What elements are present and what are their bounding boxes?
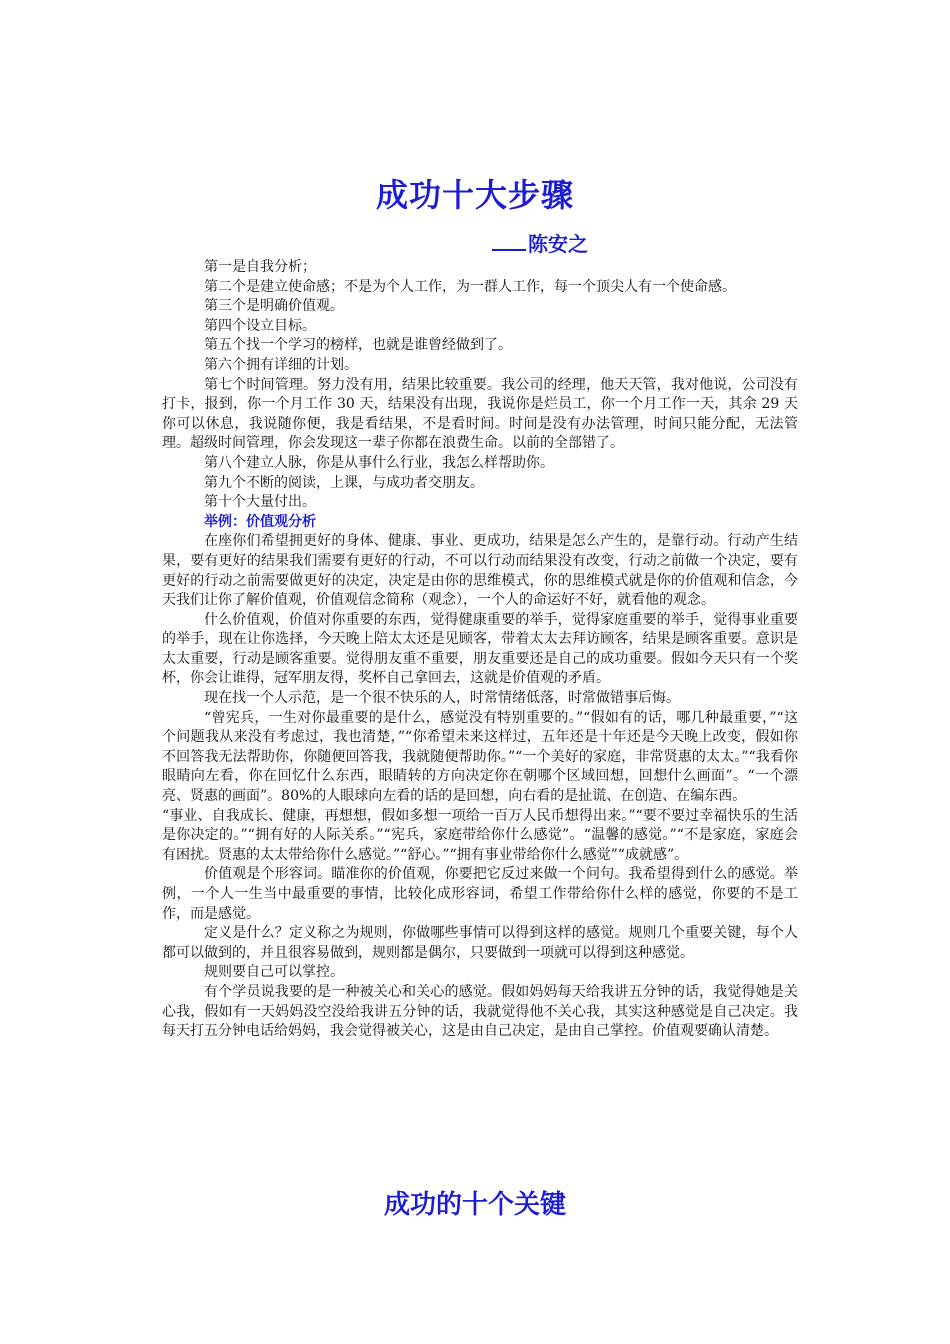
paragraph: 规则要自己可以掌控。 — [204, 964, 344, 981]
section-heading: 成功的十个关键 — [383, 1190, 566, 1220]
paragraph: 价值观是个形容词。瞄准你的价值观，你要把它反过来做一个问句。我希望得到什么的感觉。举例，一个人一生当中最重要的事情，比较化成形容词，希望工作带给你什么样的感觉，你要的不是工作，而是感觉。 — [162, 866, 798, 922]
paragraph: 第七个时间管理。努力没有用，结果比较重要。我公司的经理，他天天管，我对他说，公司没有打卡，报到，你一个月工作 30 天，结果没有出现，我说你是烂员工，你一个月工作一天，其余 29 天你可以休息，我说随你便，我是看结果，不是看时间。时间是没有办法管理，时间只能分配，无法管理。超级时间管理，你会发现这一辈子你都在浪费生命。以前的全部错了。 — [162, 376, 798, 452]
author-line — [492, 228, 588, 257]
paragraph: 第四个设立目标。 — [204, 317, 316, 334]
paragraph: “曾宪兵，一生对你最重要的是什么，感觉没有特别重要的。”“假如有的话，哪几种最重要，”“这个问题我从来没有考虑过，我也清楚，”“你希望未来这样过，五年还是十年还是今天晚上改变，假如你不回答我无法帮助你，你随便回答我，我就随便帮助你。”“一个美好的家庭，非常贤惠的太太。”“我看你眼睛向左看，你在回忆什么东西，眼睛转的方向决定你在朝哪个区域回想，回想什么画面”。“一个漂亮、贤惠的画面”。80%的人眼球向左看的话的是回想，向右看的是扯谎、在创造、在编东西。 — [162, 709, 798, 805]
paragraph: 第一是自我分析； — [204, 259, 316, 275]
paragraph: “事业、自我成长、健康，再想想，假如多想一项给一百万人民币想得出来。”“要不要过幸福快乐的生活是你决定的。”“拥有好的人际关系。”“宪兵，家庭带给你什么感觉”。“温馨的感觉。”“不是家庭，家庭会有困扰。贤惠的太太带给你什么感觉。”“舒心。”“拥有事业带给你什么感觉”“成就感”。 — [162, 807, 798, 863]
document-body — [162, 258, 798, 1042]
paragraph: 第六个拥有详细的计划。 — [204, 356, 358, 373]
paragraph: 第九个不断的阅读，上课，与成功者交朋友。 — [204, 474, 484, 491]
paragraph: 第三个是明确价值观。 — [204, 298, 344, 315]
paragraph: 现在找一个人示范，是一个很不快乐的人，时常情绪低落，时常做错事后悔。 — [204, 690, 680, 707]
document-title: 成功十大步骤 — [375, 176, 574, 214]
subheading: 举例：价值观分析 — [204, 513, 316, 530]
paragraph: 定义是什么？定义称之为规则，你做哪些事情可以得到这样的感觉。规则几个重要关键，每个人都可以做到的，并且很容易做到，规则都是偶尔，只要做到一项就可以得到这种感觉。 — [162, 925, 798, 961]
author-underline — [492, 233, 526, 251]
paragraph: 在座你们希望拥更好的身体、健康、事业、更成功，结果是怎么产生的，是靠行动。行动产生结果，要有更好的结果我们需要有更好的行动，不可以行动而结果没有改变，行动之前做一个决定，要有更好的行动之前需要做更好的决定，决定是由你的思维模式，你的思维模式就是你的价值观和信念，今天我们让你了解价值观，价值观信念简称（观念），一个人的命运好不好，就看他的观念。 — [162, 533, 798, 609]
paragraph: 第五个找一个学习的榜样，也就是谁曾经做到了。 — [204, 337, 512, 354]
paragraph: 有个学员说我要的是一种被关心和关心的感觉。假如妈妈每天给我讲五分钟的话，我觉得她是关心我，假如有一天妈妈没空没给我讲五分钟的话，我就觉得他不关心我，其实这种感觉是自己决定。我每天打五分钟电话给妈妈，我会觉得被关心，这是由自己决定，是由自己掌控。价值观要确认清楚。 — [162, 983, 798, 1040]
paragraph: 第二个是建立使命感；不是为个人工作，为一群人工作，每一个顶尖人有一个使命感。 — [204, 278, 736, 295]
paragraph: 第十个大量付出。 — [204, 494, 316, 511]
paragraph: 什么价值观，价值对你重要的东西，觉得健康重要的举手，觉得家庭重要的举手，觉得事业重要的举手，现在让你选择，今天晚上陪太太还是见顾客，带着太太去拜访顾客，结果是顾客重要。意识是太太重要，行动是顾客重要。觉得朋友重不重要，朋友重要还是自己的成功重要。假如今天只有一个奖杯，你会让谁得，冠军朋友得，奖杯自己拿回去，这就是价值观的矛盾。 — [162, 611, 798, 687]
paragraph: 第八个建立人脉，你是从事什么行业，我怎么样帮助你。 — [204, 454, 554, 471]
author-name: 陈安之 — [528, 232, 588, 256]
